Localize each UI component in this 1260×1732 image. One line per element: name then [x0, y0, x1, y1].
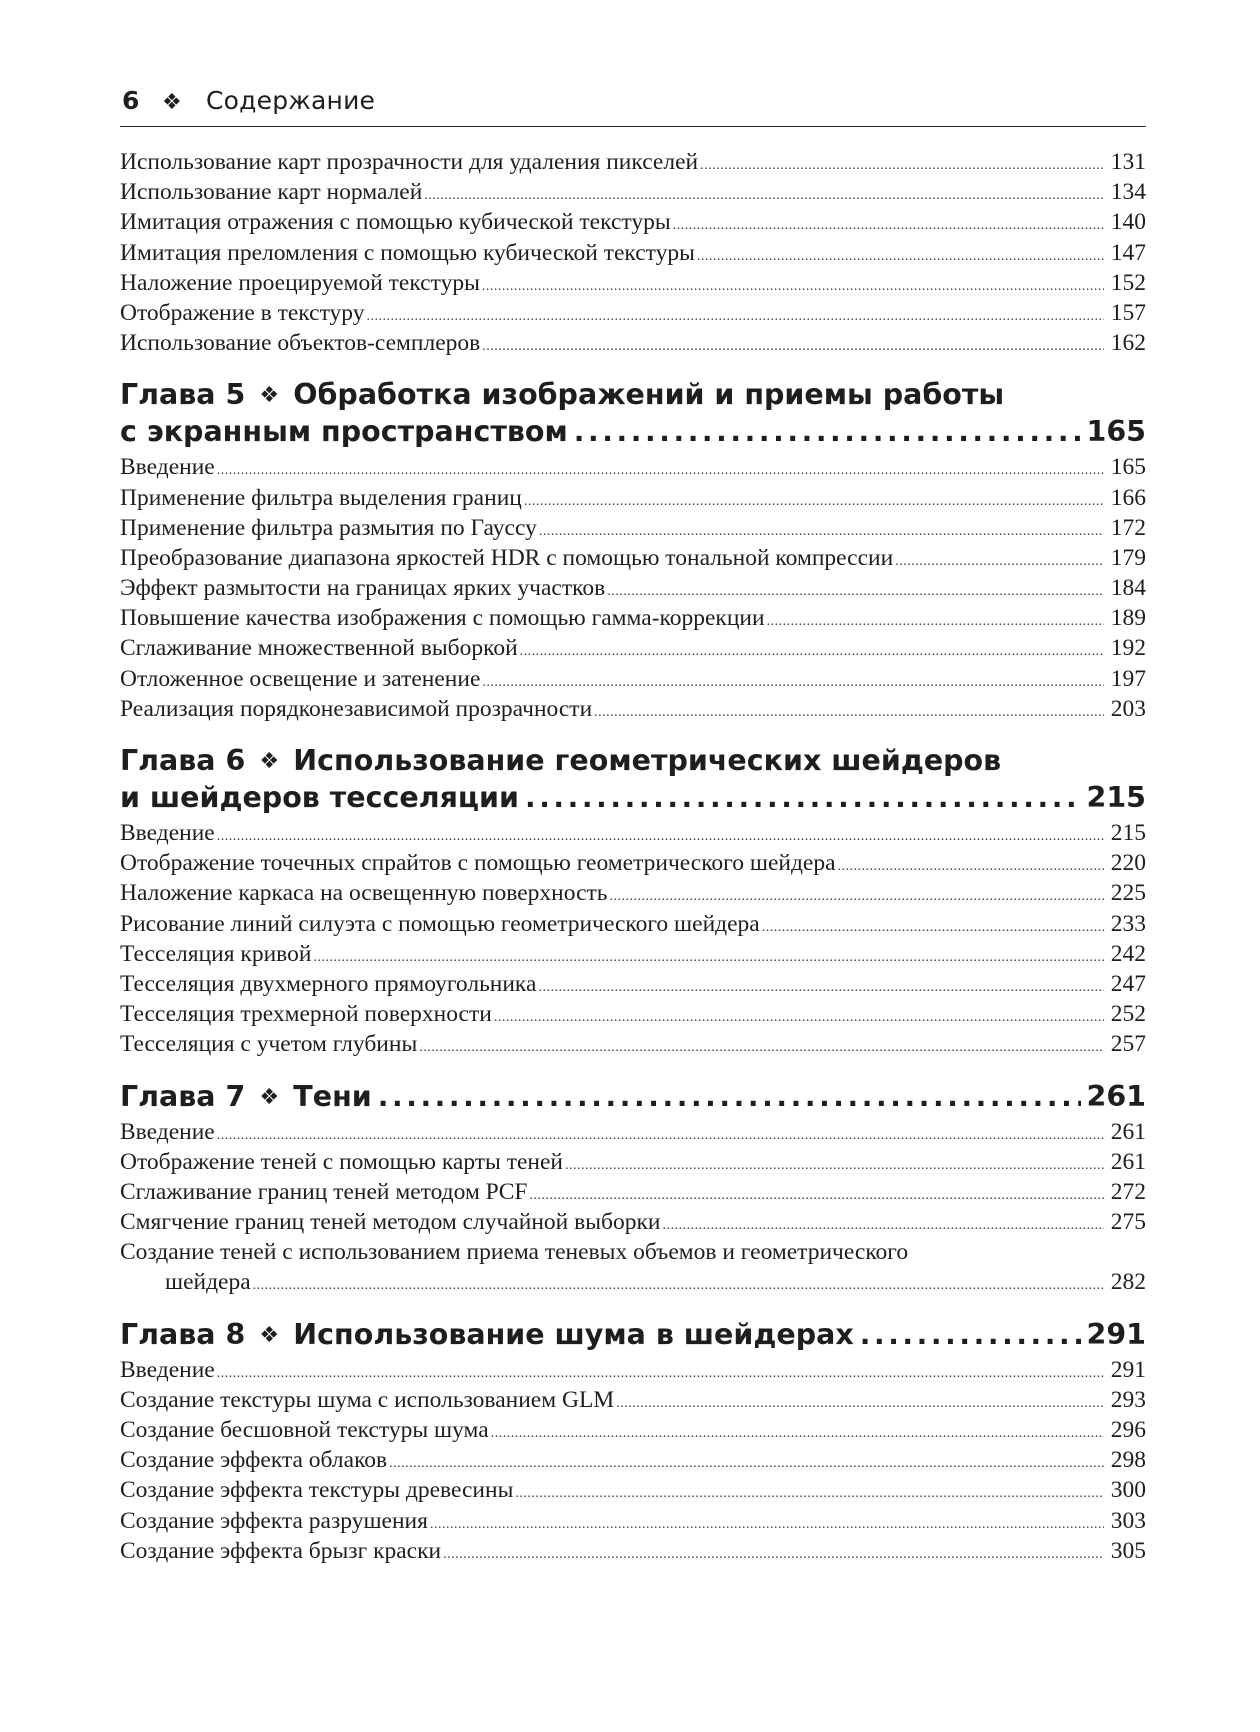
- entry-title: Введение: [120, 1356, 215, 1383]
- chapter-8-entries: [120, 1355, 1146, 1566]
- toc-entry[interactable]: [120, 268, 1146, 298]
- dot-leader: [538, 973, 1104, 1003]
- entry-title: Создание бесшовной текстуры шума: [120, 1417, 489, 1443]
- entry-page: 291: [1110, 1356, 1146, 1383]
- entry-page: 233: [1110, 910, 1146, 937]
- toc-entry[interactable]: [120, 694, 1146, 724]
- toc-entry[interactable]: [120, 848, 1146, 878]
- entry-page: 140: [1110, 209, 1146, 236]
- chapter-label: Глава 5: [120, 378, 246, 412]
- entry-title: Сглаживание границ теней методом PCF: [120, 1178, 528, 1205]
- entry-page: 272: [1110, 1178, 1146, 1205]
- running-header: [120, 86, 1146, 127]
- dot-leader: [482, 272, 1104, 302]
- toc-entry[interactable]: [120, 238, 1146, 268]
- toc-entry[interactable]: [120, 147, 1146, 177]
- toc-entry[interactable]: [120, 1415, 1146, 1445]
- dot-leader: [616, 1389, 1104, 1419]
- entry-title: Отложенное освещение и затенение: [120, 665, 481, 692]
- entry-title: Тесселяция с учетом глубины: [120, 1031, 418, 1058]
- toc-entry[interactable]: [120, 603, 1146, 633]
- entry-page: 303: [1110, 1507, 1146, 1534]
- entry-page: 275: [1110, 1209, 1146, 1236]
- entry-page: 184: [1110, 575, 1146, 602]
- dot-leader: [515, 1479, 1104, 1509]
- entry-title: Рисование линий силуэта с помощью геометрического шейдера: [120, 910, 760, 937]
- toc-entry[interactable]: [120, 1506, 1146, 1536]
- entry-title-line1: Создание теней с использованием приема теневых объемов и геометрического: [120, 1239, 909, 1266]
- dot-leader: [767, 607, 1104, 637]
- toc-entry[interactable]: [120, 177, 1146, 207]
- toc-entry-multiline[interactable]: [120, 1237, 1146, 1297]
- dot-leader: [253, 1271, 1104, 1301]
- dot-leader: [700, 151, 1104, 181]
- entry-title: Применение фильтра выделения границ: [120, 484, 522, 511]
- toc-page: [120, 86, 1146, 1566]
- chapter-page: 215: [1086, 781, 1146, 814]
- toc-entry[interactable]: [120, 633, 1146, 663]
- entry-page: 215: [1110, 820, 1146, 846]
- entry-page: 298: [1110, 1447, 1146, 1474]
- chapter-title: Использование геометрических шейдеров: [293, 744, 1002, 777]
- entry-title: Введение: [120, 1118, 215, 1145]
- entry-page: 247: [1110, 970, 1146, 997]
- chapter-label: Глава 8: [120, 1317, 246, 1351]
- entry-page: 152: [1110, 269, 1146, 296]
- toc-entry[interactable]: [120, 1177, 1146, 1207]
- toc-entry[interactable]: [120, 1385, 1146, 1415]
- entry-title: Тесселяция трехмерной поверхности: [120, 1001, 492, 1028]
- entry-title: Тесселяция двухмерного прямоугольника: [120, 970, 537, 997]
- chapter-title-continued: и шейдеров тесселяции: [120, 781, 519, 814]
- dot-leader: [494, 1003, 1104, 1033]
- entry-title: Введение: [120, 820, 215, 846]
- dot-leader: [430, 1510, 1104, 1540]
- dot-leader: [524, 487, 1104, 517]
- entry-page: 293: [1110, 1386, 1146, 1413]
- entry-title: Отображение теней с помощью карты теней: [120, 1148, 563, 1175]
- chapter-label: Глава 6: [120, 744, 246, 777]
- toc-entry[interactable]: [120, 573, 1146, 603]
- diamond-ornament-icon: ❖: [162, 90, 182, 115]
- entry-title: Повышение качества изображения с помощью гамма-коррекции: [120, 605, 765, 632]
- entry-title: Создание текстуры шума с использованием GLM: [120, 1386, 615, 1413]
- dot-leader: [895, 547, 1104, 577]
- entry-title: Имитация отражения с помощью кубической текстуры: [120, 209, 671, 236]
- diamond-ornament-icon: ❖: [259, 749, 280, 774]
- toc-entry[interactable]: [120, 999, 1146, 1029]
- dot-leader: [565, 1151, 1104, 1181]
- diamond-ornament-icon: ❖: [259, 1322, 280, 1348]
- chapter-heading-7[interactable]: [120, 1078, 1146, 1115]
- entry-page: 261: [1110, 1148, 1146, 1175]
- chapter-heading-6[interactable]: [120, 742, 1146, 816]
- toc-entry[interactable]: [120, 207, 1146, 237]
- entry-title: Наложение каркаса на освещенную поверхность: [120, 880, 608, 907]
- entry-title: Имитация преломления с помощью кубической текстуры: [120, 239, 695, 266]
- entry-page: 166: [1110, 484, 1146, 511]
- toc-entry[interactable]: [120, 298, 1146, 328]
- entry-page: 242: [1110, 940, 1146, 967]
- entry-page: 257: [1110, 1031, 1146, 1058]
- chapter-7-entries: [120, 1117, 1146, 1298]
- entry-title: Использование карт прозрачности для удаления пикселей: [120, 149, 699, 175]
- entry-page: 282: [1110, 1269, 1146, 1296]
- entry-title: Сглаживание множественной выборкой: [120, 635, 518, 662]
- chapter-heading-8[interactable]: [120, 1316, 1146, 1353]
- toc-entry[interactable]: [120, 1029, 1146, 1059]
- dot-leader: [574, 413, 1081, 450]
- entry-title: Преобразование диапазона яркостей HDR с помощью тональной компрессии: [120, 544, 894, 571]
- table-of-contents: [120, 147, 1146, 1566]
- entry-page: 305: [1110, 1537, 1146, 1564]
- toc-entry[interactable]: [120, 1475, 1146, 1505]
- entry-page: 220: [1110, 850, 1146, 877]
- entry-title: Наложение проецируемой текстуры: [120, 269, 480, 296]
- toc-entry[interactable]: [120, 664, 1146, 694]
- entry-page: 134: [1110, 179, 1146, 206]
- entry-title: Создание эффекта облаков: [120, 1447, 388, 1474]
- toc-entry[interactable]: [120, 452, 1146, 482]
- chapter-label: Глава 7: [120, 1079, 246, 1113]
- toc-entry[interactable]: [120, 1355, 1146, 1385]
- entry-page: 157: [1110, 299, 1146, 326]
- chapter-title: Использование шума в шейдерах: [293, 1317, 854, 1351]
- dot-leader: [697, 242, 1104, 272]
- entry-page: 179: [1110, 544, 1146, 571]
- toc-entry[interactable]: [120, 969, 1146, 999]
- entry-title: Отображение в текстуру: [120, 299, 365, 326]
- chapter-title: Обработка изображений и приемы работы: [293, 378, 1005, 412]
- entry-title: Применение фильтра размытия по Гауссу: [120, 514, 537, 541]
- dot-leader: [520, 637, 1104, 667]
- diamond-ornament-icon: ❖: [259, 1084, 280, 1110]
- entry-title: Создание эффекта брызг краски: [120, 1537, 442, 1564]
- chapter-heading-5[interactable]: [120, 376, 1146, 450]
- entry-page: 131: [1110, 149, 1146, 175]
- entry-page: 197: [1110, 665, 1146, 692]
- entry-page: 203: [1110, 695, 1146, 722]
- entry-title: Тесселяция кривой: [120, 940, 312, 967]
- entry-page: 225: [1110, 880, 1146, 907]
- toc-entry[interactable]: [120, 543, 1146, 573]
- toc-entry[interactable]: [120, 513, 1146, 543]
- chapter-title: Тени: [293, 1079, 372, 1113]
- toc-entry[interactable]: [120, 1536, 1146, 1566]
- entry-page: 252: [1110, 1001, 1146, 1028]
- entry-title: Использование объектов-семплеров: [120, 330, 481, 357]
- dot-leader: [673, 211, 1104, 241]
- toc-entry[interactable]: [120, 1117, 1146, 1147]
- dot-leader: [525, 779, 1081, 816]
- entry-title: Смягчение границ теней методом случайной выборки: [120, 1209, 661, 1236]
- running-title: Содержание: [206, 86, 376, 115]
- chapter-6-entries: [120, 818, 1146, 1060]
- toc-entry[interactable]: [120, 328, 1146, 358]
- entry-page: 147: [1110, 239, 1146, 266]
- entry-title: Создание эффекта текстуры древесины: [120, 1477, 514, 1504]
- dot-leader: [860, 1316, 1081, 1353]
- entry-page: 261: [1110, 1118, 1146, 1145]
- chapter-page: 261: [1086, 1079, 1146, 1113]
- entry-title: Использование карт нормалей: [120, 179, 423, 206]
- toc-entry[interactable]: [120, 1207, 1146, 1237]
- toc-entry[interactable]: [120, 818, 1146, 848]
- dot-leader: [838, 852, 1104, 882]
- chapter-title-continued: с экранным пространством: [120, 415, 568, 449]
- entry-page: 165: [1110, 454, 1146, 481]
- toc-entry[interactable]: [120, 878, 1146, 908]
- toc-entry[interactable]: [120, 1445, 1146, 1475]
- entry-title: Создание эффекта разрушения: [120, 1507, 428, 1534]
- toc-entry[interactable]: [120, 909, 1146, 939]
- entry-page: 192: [1110, 635, 1146, 662]
- entry-title: Отображение точечных спрайтов с помощью геометрического шейдера: [120, 850, 836, 877]
- dot-leader: [762, 913, 1104, 943]
- toc-entry[interactable]: [120, 483, 1146, 513]
- diamond-ornament-icon: ❖: [259, 383, 280, 409]
- dot-leader: [491, 1419, 1104, 1449]
- chapter-5-entries: [120, 452, 1146, 724]
- top-entry-list: [120, 147, 1146, 358]
- entry-title: Введение: [120, 454, 215, 481]
- chapter-page: 165: [1086, 415, 1146, 449]
- dot-leader: [594, 698, 1104, 728]
- entry-title-line2: шейдера: [165, 1269, 251, 1296]
- dot-leader: [443, 1540, 1104, 1570]
- page-number: 6: [122, 86, 140, 115]
- entry-page: 296: [1110, 1417, 1146, 1443]
- entry-page: 189: [1110, 605, 1146, 632]
- entry-title: Эффект размытости на границах ярких участков: [120, 575, 606, 602]
- dot-leader: [482, 332, 1104, 362]
- dot-leader: [419, 1033, 1104, 1063]
- entry-page: 300: [1110, 1477, 1146, 1504]
- chapter-page: 291: [1086, 1317, 1146, 1351]
- dot-leader: [378, 1078, 1081, 1115]
- entry-title: Реализация порядконезависимой прозрачности: [120, 695, 593, 722]
- entry-page: 162: [1110, 330, 1146, 357]
- toc-entry[interactable]: [120, 939, 1146, 969]
- entry-page: 172: [1110, 514, 1146, 541]
- toc-entry[interactable]: [120, 1147, 1146, 1177]
